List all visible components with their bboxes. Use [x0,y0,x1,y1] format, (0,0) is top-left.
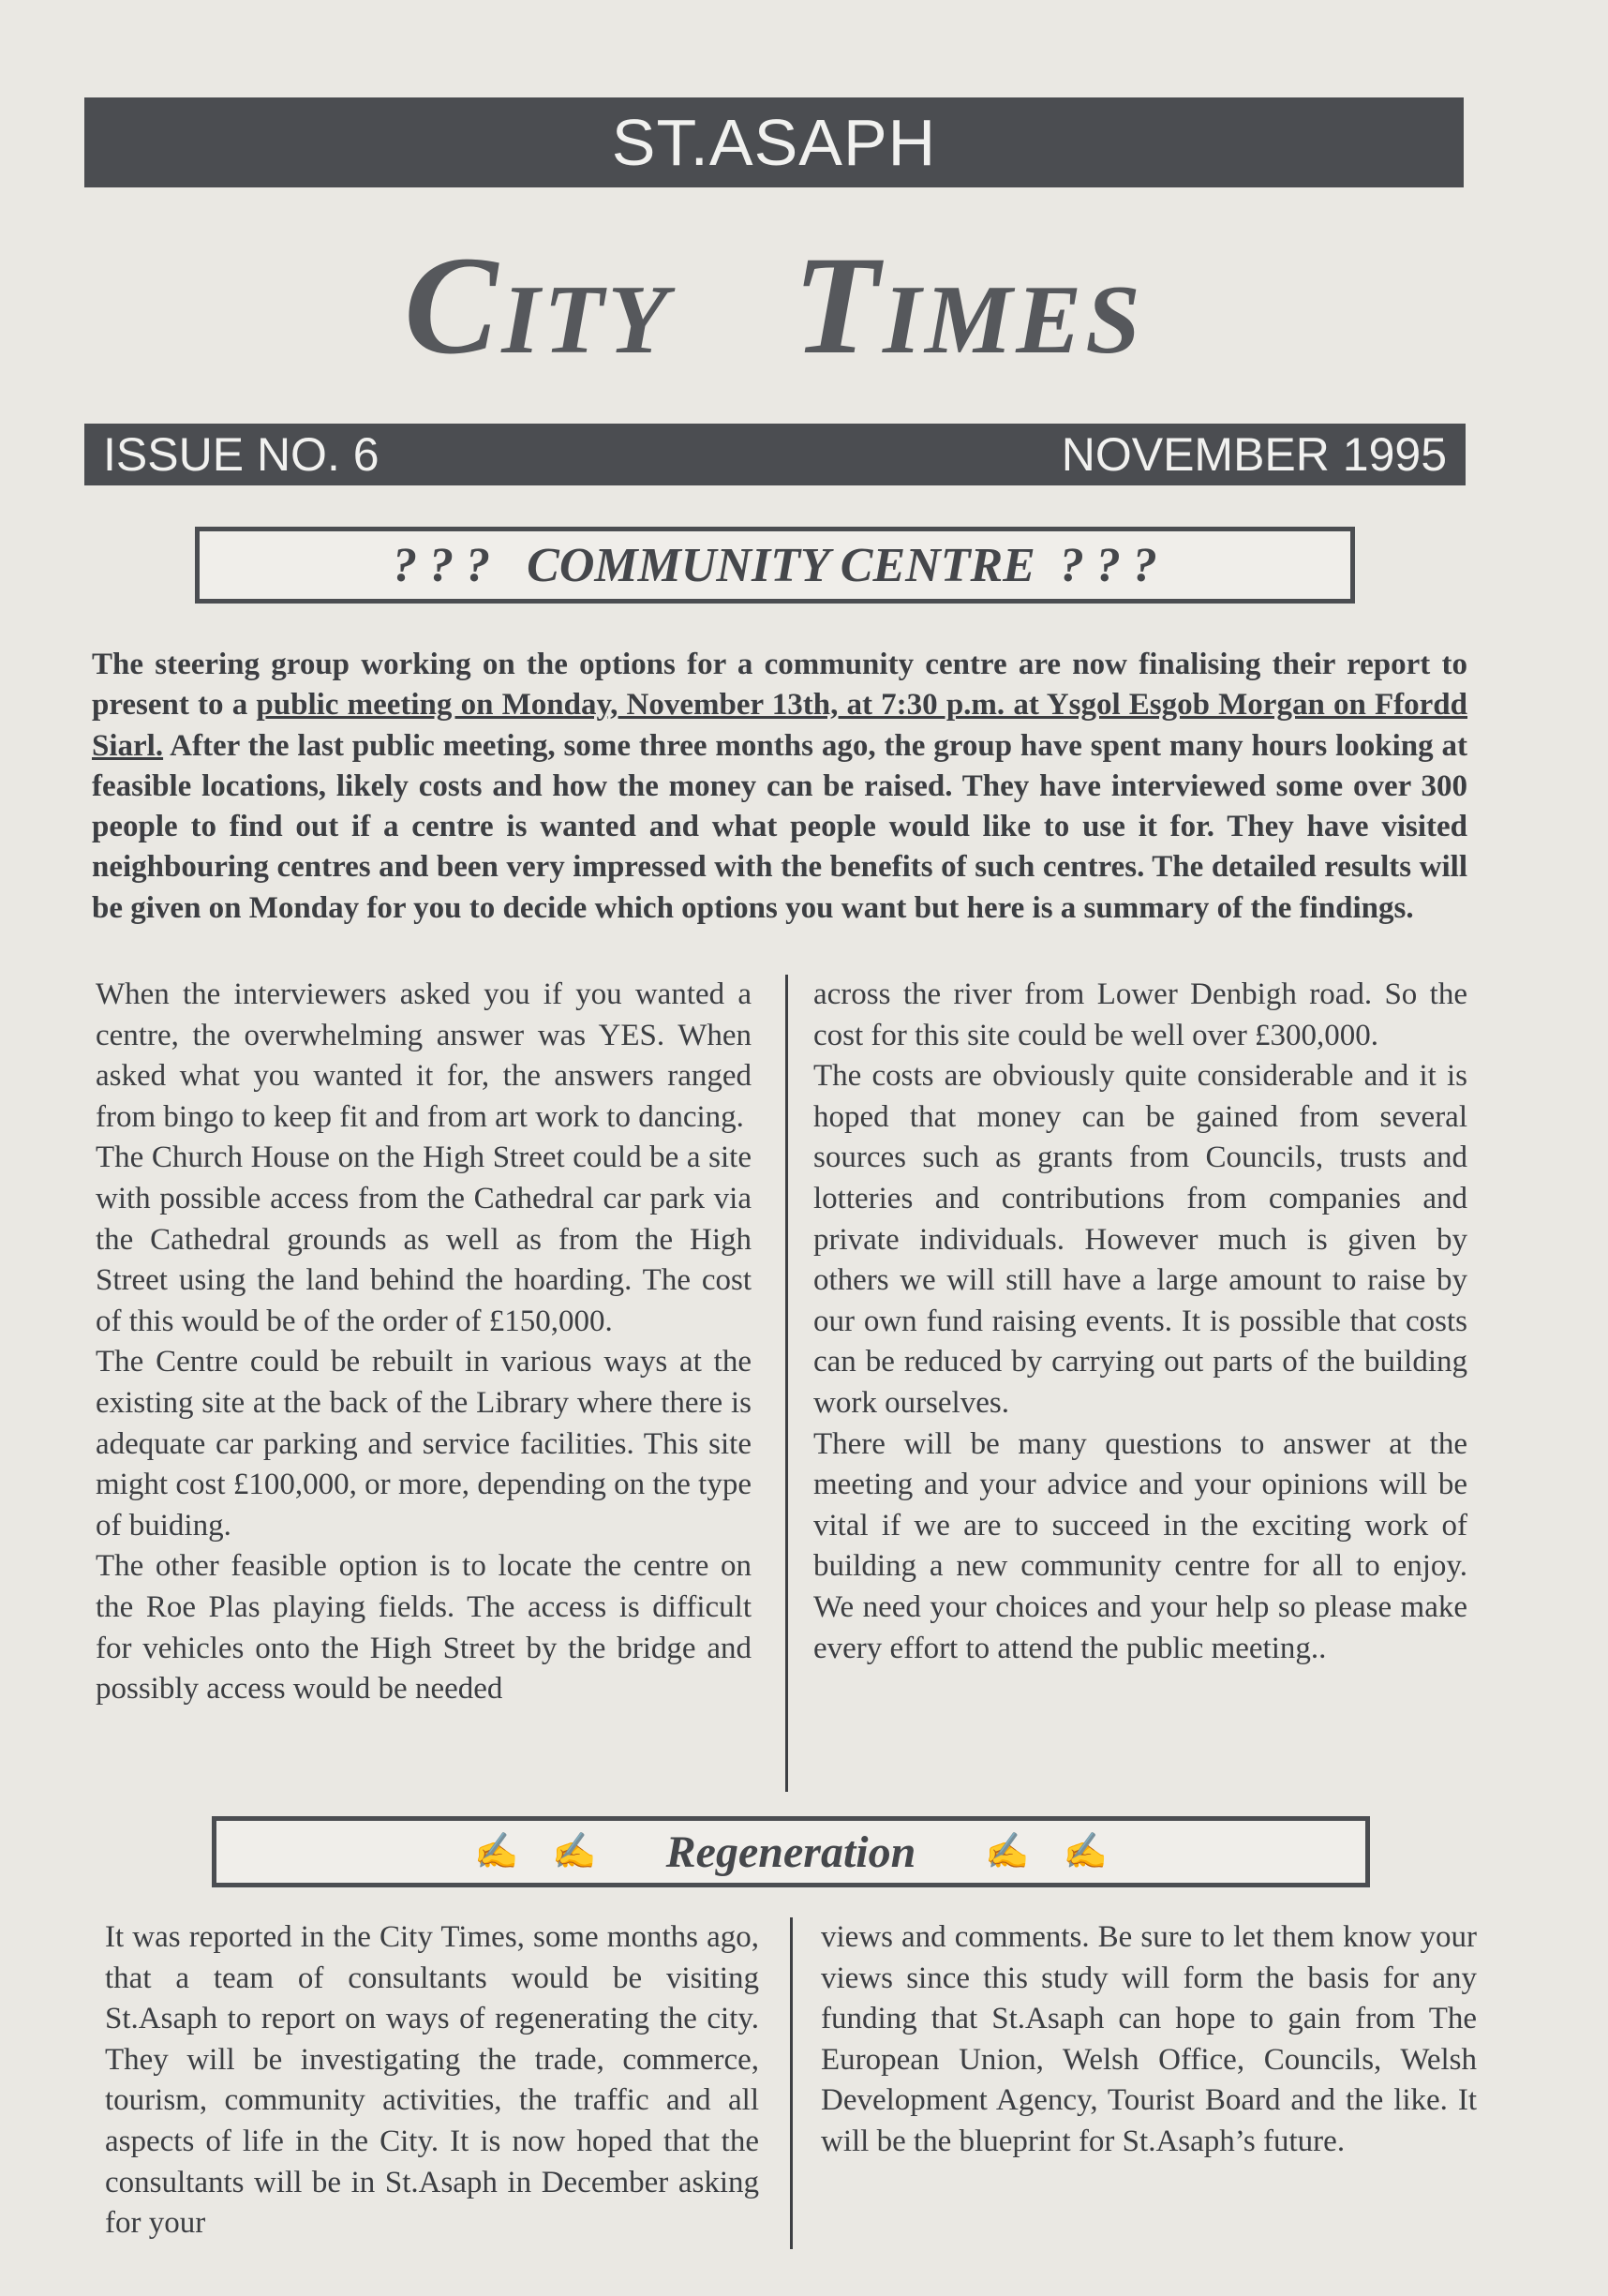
paragraph: It was reported in the City Times, some months ago, that a team of consultants would be visiting St.Asaph to report on ways of regenerating the city. They will be investigating the trade, commerce, tourism, community activities, the traffic and all aspects of life in the City. It is now hoped that the consultants will be in St.Asaph in December asking for your [105,1920,759,2241]
paragraph: When the interviewers asked you if you wanted a centre, the overwhelming answer was YES. When asked what you wanted it for, the answers ranged from bingo to keep fit and from art work to dancing. [96,977,752,1134]
masthead-city: ST.ASAPH [611,106,937,179]
issue-bar [84,424,1466,485]
paragraph: across the river from Lower Denbigh road. So the cost for this site could be well over £300,000. [813,977,1467,1052]
writing-hand-icon: ✍ [985,1832,1030,1871]
community-centre-heading-text: ? ? ? COMMUNITY CENTRE ? ? ? [393,538,1157,592]
community-centre-left-column [96,975,752,1710]
writing-hand-icon: ✍ [474,1832,519,1871]
paragraph: The costs are obviously quite considerable and it is hoped that money can be gained from several sources such as grants from Councils, trusts and lotteries and contributions from companies and private individuals. However much is given by others we will still have a large amount to raise by our own fund raising events. It is possible that costs can be reduced by carrying out parts of the building work ourselves. [813,1059,1467,1420]
paragraph: views and comments. Be sure to let them know your views since this study will form the basis for any funding that St.Asaph can hope to gain from The European Union, Welsh Office, Councils, Welsh Development Agency, Tourist Board and the like. It will be the blueprint for St.Asaph’s future. [821,1920,1477,2158]
writing-hand-icon: ✍ [552,1832,597,1871]
paragraph: The Church House on the High Street could be a site with possible access from the Cathedral car park via the Cathedral grounds as well as from the High Street using the land behind the hoarding. The cost of this would be of the order of £150,000. [96,1141,752,1338]
column-divider [790,1917,793,2249]
community-centre-right-column [813,975,1467,1669]
regeneration-left-column [105,1917,759,2244]
masthead-title-word-2: Times [793,228,1144,383]
paragraph: The other feasible option is to locate the centre on the Roe Plas playing fields. The access is difficult for vehicles onto the High Street by the bridge and possibly access would be needed [96,1549,752,1707]
issue-date: NOVEMBER 1995 [1061,428,1447,481]
masthead-title [84,187,1464,424]
masthead-title-word-1: City [404,228,672,383]
community-centre-intro [92,645,1467,929]
column-divider [785,975,788,1792]
community-centre-heading [195,527,1355,604]
paragraph: There will be many questions to answer at the meeting and your advice and your opinions will be vital if we are to succeed in the exciting work of building a new community centre for all to enjoy. We need your choices and your help so please make every effort to attend the public meeting.. [813,1426,1467,1665]
regeneration-right-column [821,1917,1477,2163]
regeneration-heading [212,1816,1370,1887]
issue-number: ISSUE NO. 6 [103,428,380,481]
meeting-details: public meeting on Monday, November 13th, at 7:30 p.m. at Ysgol Esgob Morgan on Ffordd Siarl. [92,688,1468,763]
intro-text-2: After the last public meeting, some three months ago, the group have spent many hours looking at feasible locations, likely costs and how the money can be raised. They have interviewed some over 300 people to find out if a centre is wanted and what people would like to use it for. They have visited neighbouring centres and been very impressed with the benefits of such centres. The detailed results will be given on Monday for you to decide which options you want but here is a summary of the findings. [92,728,1467,925]
paragraph: The Centre could be rebuilt in various ways at the existing site at the back of the Library where there is adequate car parking and service facilities. This site might cost £100,000, or more, depending on the type of buiding. [96,1345,752,1543]
writing-hand-icon: ✍ [1063,1832,1108,1871]
regeneration-heading-text: Regeneration [665,1826,916,1877]
masthead-city-bar [84,97,1464,187]
intro-text-1: The steering group working on the options for a community centre are now finalising their report to present to a [92,648,1467,723]
